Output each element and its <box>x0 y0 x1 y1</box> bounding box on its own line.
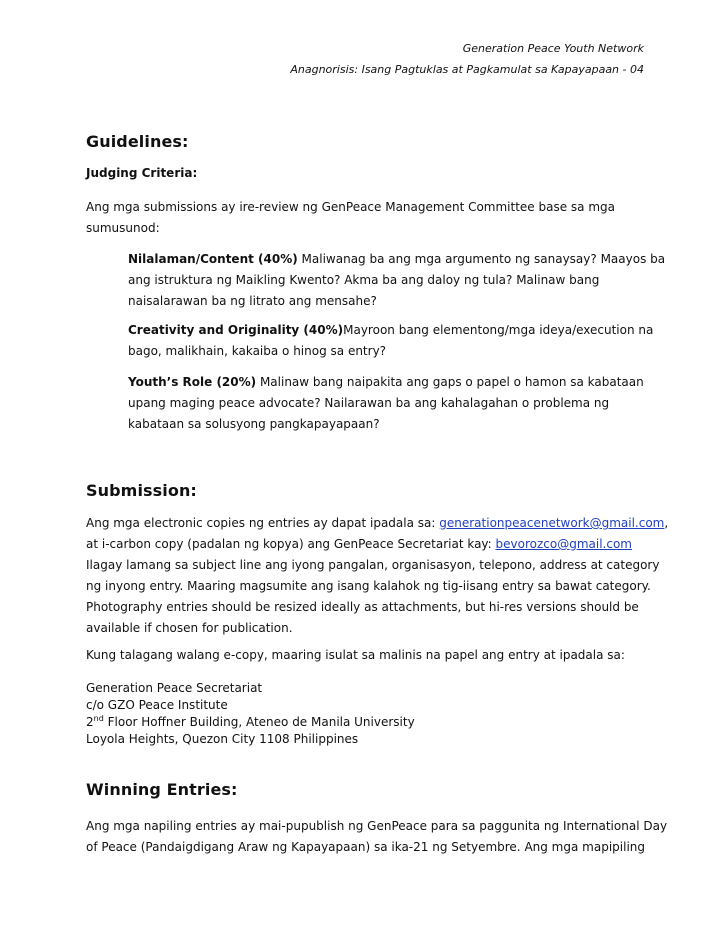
address-line: Generation Peace Secretariat <box>86 681 263 695</box>
criterion-text: Mayroon bang elementong/mga ideya/execution na <box>343 323 654 337</box>
criterion-creativity <box>128 320 654 362</box>
criterion-label: Nilalaman/Content (40%) <box>128 252 298 266</box>
address-line: Loyola Heights, Quezon City 1108 Philippines <box>86 732 359 746</box>
mailing-address <box>86 680 415 748</box>
submission-text: ng inyong entry. Maaring magsumite ang isang kalahok ng tig-iisang entry sa bawat category. <box>86 579 651 593</box>
criterion-label: Youth’s Role (20%) <box>128 375 257 389</box>
winning-text: Ang mga napiling entries ay mai-pupublish ng GenPeace para sa paggunita ng International Day <box>86 819 668 833</box>
criterion-text: upang maging peace advocate? Nailarawan ba ang kahalagahan o problema ng <box>128 396 610 410</box>
email-link-bevorozco[interactable]: bevorozco@gmail.com <box>495 537 632 551</box>
header-title: Anagnorisis: Isang Pagtuklas at Pagkamulat sa Kapayapaan - 04 <box>290 63 644 76</box>
criterion-youth-role <box>128 372 644 435</box>
submission-paragraph <box>86 513 669 639</box>
submission-text: Photography entries should be resized ideally as attachments, but hi-res versions should be <box>86 600 639 614</box>
email-link-genpeace[interactable]: generationpeacenetwork@gmail.com <box>439 516 665 530</box>
criterion-content <box>128 249 666 312</box>
criterion-text: ang istruktura ng Maikling Kwento? Akma ba ang daloy ng tula? Malinaw bang <box>128 273 600 287</box>
criterion-text: Malinaw bang naipakita ang gaps o papel o hamon sa kabataan <box>256 375 644 389</box>
header-org: Generation Peace Youth Network <box>462 42 644 55</box>
winning-text: of Peace (Pandaigdigang Araw ng Kapayapaan) sa ika-21 ng Setyembre. Ang mga mapipiling <box>86 840 645 854</box>
paper-note-text: Kung talagang walang e-copy, maaring isulat sa malinis na papel ang entry at ipadala sa: <box>86 648 625 662</box>
paper-note <box>86 645 646 666</box>
criterion-label: Creativity and Originality (40%) <box>128 323 344 337</box>
submission-text: Ang mga electronic copies ng entries ay dapat ipadala sa: <box>86 516 440 530</box>
winning-entries-heading: Winning Entries: <box>86 780 238 799</box>
submission-text: available if chosen for publication. <box>86 621 293 635</box>
submission-text: , <box>664 516 669 530</box>
submission-heading: Submission: <box>86 481 197 500</box>
intro-line-1: Ang mga submissions ay ire-review ng GenPeace Management Committee base sa mga <box>86 200 616 214</box>
winning-paragraph <box>86 816 668 858</box>
judging-criteria-subheading: Judging Criteria: <box>86 166 198 180</box>
criterion-text: kabataan sa solusyong pangkapayapaan? <box>128 417 380 431</box>
submission-text: Ilagay lamang sa subject line ang iyong pangalan, organisasyon, telepono, address at category <box>86 558 660 572</box>
criterion-text: Maliwanag ba ang mga argumento ng sanaysay? Maayos ba <box>297 252 666 266</box>
criterion-text: bago, malikhain, kakaiba o hinog sa entry? <box>128 344 387 358</box>
address-line: 2nd Floor Hoffner Building, Ateneo de Manila University <box>86 714 415 729</box>
intro-line-2: sumusunod: <box>86 221 160 235</box>
guidelines-heading: Guidelines: <box>86 132 189 151</box>
address-line: c/o GZO Peace Institute <box>86 698 228 712</box>
submission-text: at i-carbon copy (padalan ng kopya) ang GenPeace Secretariat kay: <box>86 537 496 551</box>
criterion-text: naisalarawan ba ng litrato ang mensahe? <box>128 294 377 308</box>
guidelines-intro <box>86 197 646 239</box>
